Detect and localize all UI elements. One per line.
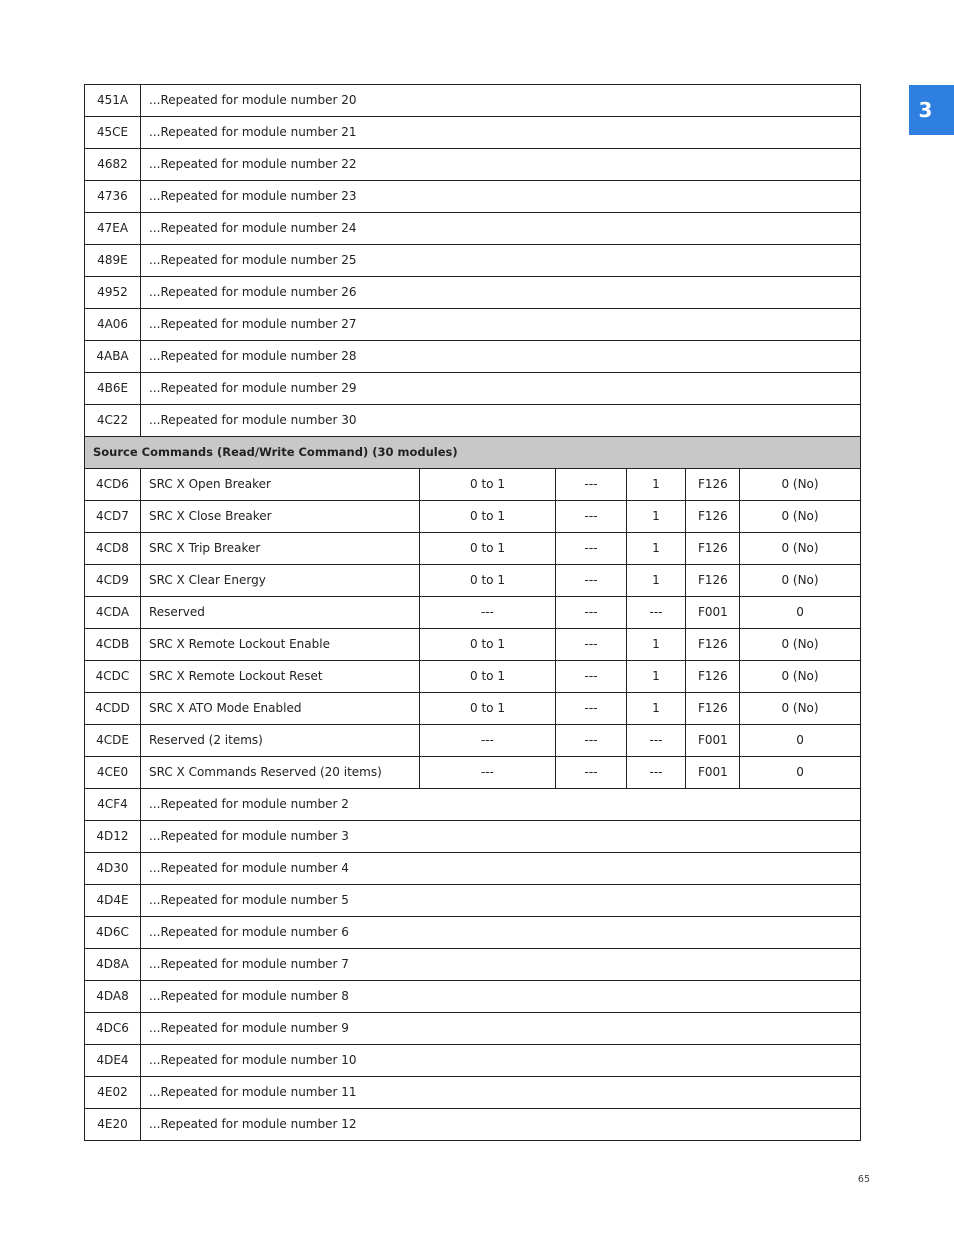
address-cell: 4CDB: [85, 629, 141, 661]
default-cell: 0 (No): [740, 629, 861, 661]
step-cell: ---: [627, 757, 686, 789]
range-cell: 0 to 1: [420, 629, 556, 661]
range-cell: 0 to 1: [420, 565, 556, 597]
address-cell: 4DA8: [85, 981, 141, 1013]
repeat-note-cell: ...Repeated for module number 4: [141, 853, 861, 885]
units-cell: ---: [556, 661, 627, 693]
units-cell: ---: [556, 501, 627, 533]
repeat-note-cell: ...Repeated for module number 7: [141, 949, 861, 981]
address-cell: 4CE0: [85, 757, 141, 789]
units-cell: ---: [556, 693, 627, 725]
address-cell: 4CDA: [85, 597, 141, 629]
address-cell: 4682: [85, 149, 141, 181]
chapter-tab: 3: [909, 85, 954, 135]
repeat-note-cell: ...Repeated for module number 24: [141, 213, 861, 245]
step-cell: 1: [627, 629, 686, 661]
table-row: [85, 501, 861, 533]
range-cell: ---: [420, 757, 556, 789]
address-cell: 4DC6: [85, 1013, 141, 1045]
units-cell: ---: [556, 469, 627, 501]
table-row: [85, 1045, 861, 1077]
repeat-note-cell: ...Repeated for module number 27: [141, 309, 861, 341]
table-row: [85, 1013, 861, 1045]
address-cell: 45CE: [85, 117, 141, 149]
description-cell: SRC X Remote Lockout Enable: [141, 629, 420, 661]
table-row: [85, 661, 861, 693]
units-cell: ---: [556, 629, 627, 661]
repeat-note-cell: ...Repeated for module number 28: [141, 341, 861, 373]
table-row: [85, 693, 861, 725]
repeat-note-cell: ...Repeated for module number 10: [141, 1045, 861, 1077]
units-cell: ---: [556, 757, 627, 789]
units-cell: ---: [556, 725, 627, 757]
step-cell: 1: [627, 533, 686, 565]
units-cell: ---: [556, 533, 627, 565]
range-cell: 0 to 1: [420, 501, 556, 533]
default-cell: 0 (No): [740, 693, 861, 725]
repeat-note-cell: ...Repeated for module number 26: [141, 277, 861, 309]
address-cell: 4D12: [85, 821, 141, 853]
table-row: [85, 277, 861, 309]
table-row: [85, 725, 861, 757]
table-row: [85, 949, 861, 981]
step-cell: 1: [627, 693, 686, 725]
table-row: [85, 629, 861, 661]
repeat-note-cell: ...Repeated for module number 9: [141, 1013, 861, 1045]
range-cell: 0 to 1: [420, 533, 556, 565]
repeat-note-cell: ...Repeated for module number 11: [141, 1077, 861, 1109]
range-cell: ---: [420, 725, 556, 757]
format-cell: F001: [686, 597, 740, 629]
description-cell: Reserved (2 items): [141, 725, 420, 757]
step-cell: 1: [627, 565, 686, 597]
table-row: [85, 853, 861, 885]
address-cell: 4CD7: [85, 501, 141, 533]
table-row: [85, 757, 861, 789]
format-cell: F126: [686, 661, 740, 693]
default-cell: 0 (No): [740, 533, 861, 565]
format-cell: F126: [686, 565, 740, 597]
table-row: [85, 981, 861, 1013]
address-cell: 4CDD: [85, 693, 141, 725]
address-cell: 4C22: [85, 405, 141, 437]
table-row: [85, 405, 861, 437]
step-cell: ---: [627, 725, 686, 757]
table-row: [85, 213, 861, 245]
address-cell: 4ABA: [85, 341, 141, 373]
repeat-note-cell: ...Repeated for module number 29: [141, 373, 861, 405]
default-cell: 0: [740, 597, 861, 629]
repeat-note-cell: ...Repeated for module number 21: [141, 117, 861, 149]
repeat-note-cell: ...Repeated for module number 23: [141, 181, 861, 213]
table-row: [85, 917, 861, 949]
address-cell: 4CD8: [85, 533, 141, 565]
address-cell: 4D8A: [85, 949, 141, 981]
address-cell: 4D30: [85, 853, 141, 885]
default-cell: 0 (No): [740, 661, 861, 693]
address-cell: 4736: [85, 181, 141, 213]
table-row: [85, 1077, 861, 1109]
address-cell: 4CD9: [85, 565, 141, 597]
table-row: [85, 85, 861, 117]
address-cell: 451A: [85, 85, 141, 117]
units-cell: ---: [556, 565, 627, 597]
default-cell: 0 (No): [740, 501, 861, 533]
repeat-note-cell: ...Repeated for module number 3: [141, 821, 861, 853]
table-row: [85, 821, 861, 853]
address-cell: 4D6C: [85, 917, 141, 949]
address-cell: 4D4E: [85, 885, 141, 917]
repeat-note-cell: ...Repeated for module number 20: [141, 85, 861, 117]
repeat-note-cell: ...Repeated for module number 2: [141, 789, 861, 821]
register-table-body: [85, 85, 861, 1141]
register-table: [84, 84, 861, 1141]
table-row: [85, 341, 861, 373]
address-cell: 4CF4: [85, 789, 141, 821]
step-cell: 1: [627, 501, 686, 533]
address-cell: 47EA: [85, 213, 141, 245]
repeat-note-cell: ...Repeated for module number 30: [141, 405, 861, 437]
address-cell: 4A06: [85, 309, 141, 341]
description-cell: SRC X Clear Energy: [141, 565, 420, 597]
description-cell: SRC X Close Breaker: [141, 501, 420, 533]
description-cell: Reserved: [141, 597, 420, 629]
format-cell: F001: [686, 725, 740, 757]
address-cell: 4CD6: [85, 469, 141, 501]
format-cell: F126: [686, 501, 740, 533]
step-cell: 1: [627, 661, 686, 693]
default-cell: 0: [740, 757, 861, 789]
address-cell: 4E02: [85, 1077, 141, 1109]
address-cell: 4B6E: [85, 373, 141, 405]
table-row: [85, 373, 861, 405]
format-cell: F126: [686, 629, 740, 661]
address-cell: 4952: [85, 277, 141, 309]
repeat-note-cell: ...Repeated for module number 22: [141, 149, 861, 181]
repeat-note-cell: ...Repeated for module number 8: [141, 981, 861, 1013]
table-row: [85, 149, 861, 181]
address-cell: 489E: [85, 245, 141, 277]
units-cell: ---: [556, 597, 627, 629]
description-cell: SRC X ATO Mode Enabled: [141, 693, 420, 725]
address-cell: 4CDC: [85, 661, 141, 693]
default-cell: 0: [740, 725, 861, 757]
format-cell: F126: [686, 469, 740, 501]
description-cell: SRC X Remote Lockout Reset: [141, 661, 420, 693]
range-cell: ---: [420, 597, 556, 629]
table-row: [85, 789, 861, 821]
table-row: [85, 309, 861, 341]
step-cell: 1: [627, 469, 686, 501]
description-cell: SRC X Commands Reserved (20 items): [141, 757, 420, 789]
repeat-note-cell: ...Repeated for module number 6: [141, 917, 861, 949]
address-cell: 4DE4: [85, 1045, 141, 1077]
format-cell: F001: [686, 757, 740, 789]
default-cell: 0 (No): [740, 565, 861, 597]
table-row: [85, 117, 861, 149]
table-row: [85, 885, 861, 917]
address-cell: 4E20: [85, 1109, 141, 1141]
format-cell: F126: [686, 533, 740, 565]
default-cell: 0 (No): [740, 469, 861, 501]
table-row: [85, 533, 861, 565]
range-cell: 0 to 1: [420, 469, 556, 501]
repeat-note-cell: ...Repeated for module number 25: [141, 245, 861, 277]
repeat-note-cell: ...Repeated for module number 12: [141, 1109, 861, 1141]
section-header: Source Commands (Read/Write Command) (30 modules): [85, 437, 861, 469]
table-row: [85, 245, 861, 277]
page-number: 65: [857, 1174, 870, 1185]
range-cell: 0 to 1: [420, 693, 556, 725]
table-row: [85, 1109, 861, 1141]
table-row: [85, 597, 861, 629]
step-cell: ---: [627, 597, 686, 629]
address-cell: 4CDE: [85, 725, 141, 757]
range-cell: 0 to 1: [420, 661, 556, 693]
description-cell: SRC X Open Breaker: [141, 469, 420, 501]
description-cell: SRC X Trip Breaker: [141, 533, 420, 565]
table-row: [85, 469, 861, 501]
format-cell: F126: [686, 693, 740, 725]
table-row: [85, 181, 861, 213]
table-row: [85, 565, 861, 597]
section-header-row: [85, 437, 861, 469]
repeat-note-cell: ...Repeated for module number 5: [141, 885, 861, 917]
